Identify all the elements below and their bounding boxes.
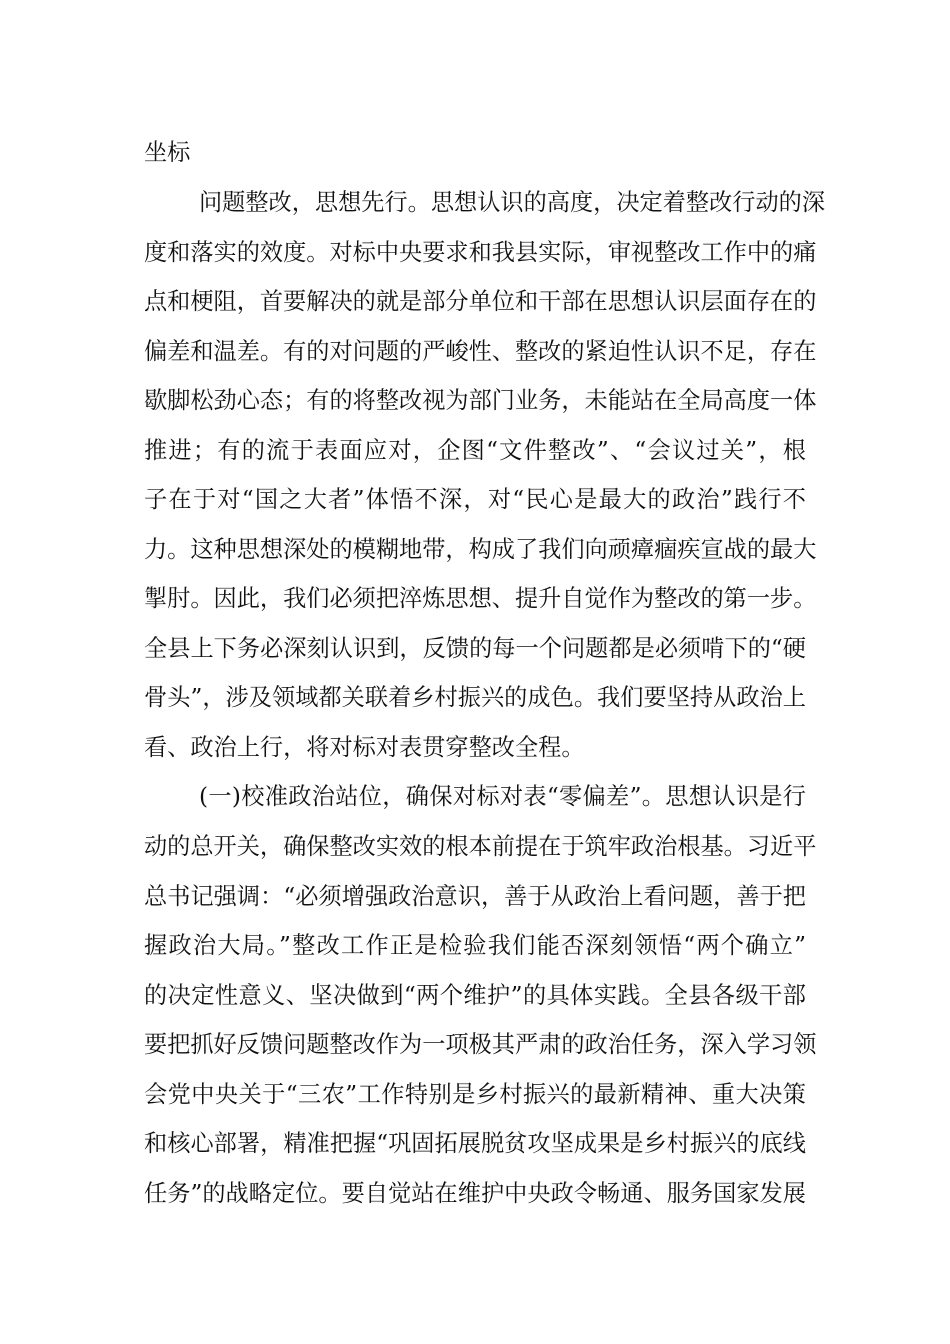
paragraph-line: 的决定性意义、坚决做到“两个维护”的具体实践。全县各级干部 <box>144 982 806 1009</box>
paragraph-line: 歇脚松劲心态；有的将整改视为部门业务，未能站在全局高度一体 <box>144 387 817 414</box>
paragraph-line: 骨头”，涉及领域都关联着乡村振兴的成色。我们要坚持从政治上 <box>144 684 806 711</box>
paragraph-line: (一)校准政治站位，确保对标对表“零偏差”。思想认识是行 <box>199 783 806 810</box>
paragraph-line: 任务”的战略定位。要自觉站在维护中央政令畅通、服务国家发展 <box>144 1180 806 1207</box>
paragraph-line: 力。这种思想深处的模糊地带，构成了我们向顽瘴痼疾宣战的最大 <box>144 536 817 563</box>
paragraph-line: 坐标 <box>144 139 191 166</box>
paragraph-line: 问题整改，思想先行。思想认识的高度，决定着整改行动的深 <box>199 189 826 216</box>
paragraph-line: 全县上下务必深刻认识到，反馈的每一个问题都是必须啃下的“硬 <box>144 635 806 662</box>
paragraph-line: 会党中央关于“三农”工作特别是乡村振兴的最新精神、重大决策 <box>144 1081 806 1108</box>
paragraph-line: 度和落实的效度。对标中央要求和我县实际，审视整改工作中的痛 <box>144 239 817 266</box>
paragraph-line: 动的总开关，确保整改实效的根本前提在于筑牢政治根基。习近平 <box>144 833 817 860</box>
paragraph-line: 要把抓好反馈问题整改作为一项极其严肃的政治任务，深入学习领 <box>144 1031 817 1058</box>
paragraph-line: 偏差和温差。有的对问题的严峻性、整改的紧迫性认识不足，存在 <box>144 338 817 365</box>
paragraph-line: 点和梗阻，首要解决的就是部分单位和干部在思想认识层面存在的 <box>144 288 817 315</box>
paragraph-line: 掣肘。因此，我们必须把淬炼思想、提升自觉作为整改的第一步。 <box>144 585 817 612</box>
paragraph-line: 推进；有的流于表面应对，企图“文件整改”、“会议过关”，根 <box>144 437 806 464</box>
paragraph-line: 子在于对“国之大者”体悟不深，对“民心是最大的政治”践行不 <box>144 486 806 513</box>
paragraph-line: 握政治大局。”整改工作正是检验我们能否深刻领悟“两个确立” <box>144 932 806 959</box>
paragraph-line: 看、政治上行，将对标对表贯穿整改全程。 <box>144 734 585 761</box>
paragraph-line: 和核心部署，精准把握“巩固拓展脱贫攻坚成果是乡村振兴的底线 <box>144 1130 806 1157</box>
paragraph-line: 总书记强调：“必须增强政治意识，善于从政治上看问题，善于把 <box>144 883 806 910</box>
